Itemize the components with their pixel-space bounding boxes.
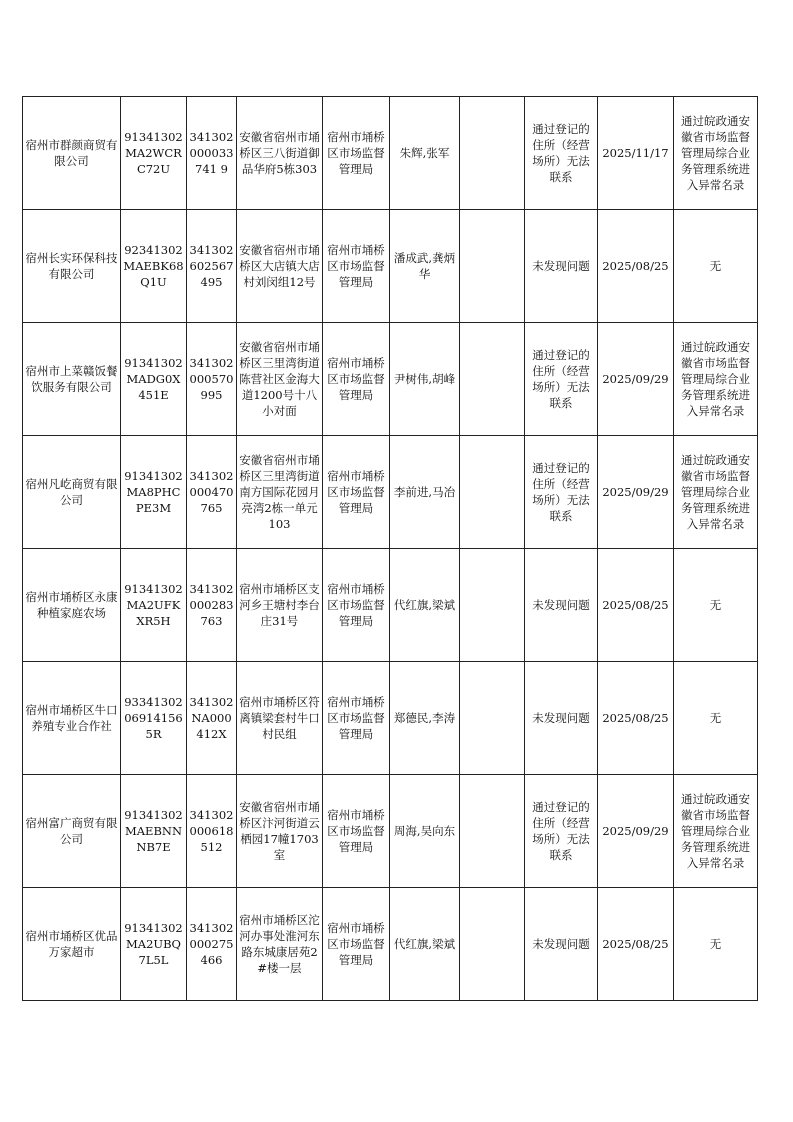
table-row: [23, 888, 758, 1001]
table-row: [23, 323, 758, 436]
inspection-results-table: [22, 96, 758, 1001]
blank-cell: [460, 323, 525, 436]
authority-cell: 宿州市埇桥区市场监督管理局: [323, 549, 390, 662]
company-name-cell: 宿州市埇桥区永康种植家庭农场: [23, 549, 121, 662]
date-cell: 2025/09/29: [598, 323, 674, 436]
action-cell: 通过皖政通安徽省市场监督管理局综合业务管理系统进入异常名录: [674, 323, 758, 436]
action-cell: 无: [674, 662, 758, 775]
address-cell: 安徽省宿州市埇桥区大店镇大店村刘闵组12号: [237, 210, 323, 323]
company-name-cell: 宿州市上菜赣饭餐饮服务有限公司: [23, 323, 121, 436]
company-name-cell: 宿州市埇桥区优品万家超市: [23, 888, 121, 1001]
authority-cell: 宿州市埇桥区市场监督管理局: [323, 323, 390, 436]
blank-cell: [460, 97, 525, 210]
address-cell: 安徽省宿州市埇桥区三里湾街道陈营社区金海大道1200号十八小对面: [237, 323, 323, 436]
blank-cell: [460, 436, 525, 549]
authority-cell: 宿州市埇桥区市场监督管理局: [323, 210, 390, 323]
inspectors-cell: 朱辉,张军: [390, 97, 460, 210]
date-cell: 2025/08/25: [598, 662, 674, 775]
date-cell: 2025/08/25: [598, 888, 674, 1001]
company-name-cell: 宿州富广商贸有限公司: [23, 775, 121, 888]
inspectors-cell: 尹树伟,胡峰: [390, 323, 460, 436]
result-cell: 通过登记的住所（经营场所）无法联系: [525, 436, 598, 549]
authority-cell: 宿州市埇桥区市场监督管理局: [323, 775, 390, 888]
table-row: [23, 775, 758, 888]
date-cell: 2025/09/29: [598, 436, 674, 549]
registration-number-cell: 341302602567495: [187, 210, 237, 323]
inspectors-cell: 郑德民,李涛: [390, 662, 460, 775]
inspectors-cell: 代红旗,梁斌: [390, 549, 460, 662]
address-cell: 安徽省宿州市埇桥区三八街道御品华府5栋303: [237, 97, 323, 210]
blank-cell: [460, 888, 525, 1001]
address-cell: 宿州市埇桥区符离镇梁套村牛口村民组: [237, 662, 323, 775]
action-cell: 通过皖政通安徽省市场监督管理局综合业务管理系统进入异常名录: [674, 775, 758, 888]
address-cell: 安徽省宿州市埇桥区汴河街道云栖园17幢1703室: [237, 775, 323, 888]
date-cell: 2025/11/17: [598, 97, 674, 210]
authority-cell: 宿州市埇桥区市场监督管理局: [323, 662, 390, 775]
result-cell: 通过登记的住所（经营场所）无法联系: [525, 97, 598, 210]
company-name-cell: 宿州长实环保科技有限公司: [23, 210, 121, 323]
authority-cell: 宿州市埇桥区市场监督管理局: [323, 97, 390, 210]
table-row: [23, 97, 758, 210]
table-row: [23, 662, 758, 775]
result-cell: 未发现问题: [525, 888, 598, 1001]
date-cell: 2025/09/29: [598, 775, 674, 888]
registration-number-cell: 341302000033741 9: [187, 97, 237, 210]
result-cell: 通过登记的住所（经营场所）无法联系: [525, 775, 598, 888]
blank-cell: [460, 210, 525, 323]
credit-code-cell: 91341302MA8PHCPE3M: [121, 436, 187, 549]
registration-number-cell: 341302000283763: [187, 549, 237, 662]
result-cell: 未发现问题: [525, 549, 598, 662]
registration-number-cell: 341302000470765: [187, 436, 237, 549]
address-cell: 宿州市埇桥区支河乡王塘村李台庄31号: [237, 549, 323, 662]
registration-number-cell: 341302000618512: [187, 775, 237, 888]
table-row: [23, 436, 758, 549]
inspectors-cell: 周海,吴向东: [390, 775, 460, 888]
blank-cell: [460, 775, 525, 888]
address-cell: 安徽省宿州市埇桥区三里湾街道南方国际花园月亮湾2栋一单元103: [237, 436, 323, 549]
blank-cell: [460, 549, 525, 662]
action-cell: 无: [674, 888, 758, 1001]
blank-cell: [460, 662, 525, 775]
inspectors-cell: 代红旗,梁斌: [390, 888, 460, 1001]
action-cell: 通过皖政通安徽省市场监督管理局综合业务管理系统进入异常名录: [674, 97, 758, 210]
credit-code-cell: 91341302MA2WCRC72U: [121, 97, 187, 210]
credit-code-cell: 92341302MAEBK68Q1U: [121, 210, 187, 323]
table-row: [23, 549, 758, 662]
action-cell: 通过皖政通安徽省市场监督管理局综合业务管理系统进入异常名录: [674, 436, 758, 549]
credit-code-cell: 93341302069141565R: [121, 662, 187, 775]
date-cell: 2025/08/25: [598, 210, 674, 323]
action-cell: 无: [674, 549, 758, 662]
inspectors-cell: 潘成武,龚炳华: [390, 210, 460, 323]
date-cell: 2025/08/25: [598, 549, 674, 662]
action-cell: 无: [674, 210, 758, 323]
registration-number-cell: 341302000275466: [187, 888, 237, 1001]
credit-code-cell: 91341302MAEBNNNB7E: [121, 775, 187, 888]
result-cell: 未发现问题: [525, 210, 598, 323]
registration-number-cell: 341302NA000412X: [187, 662, 237, 775]
registration-number-cell: 341302000570995: [187, 323, 237, 436]
result-cell: 通过登记的住所（经营场所）无法联系: [525, 323, 598, 436]
authority-cell: 宿州市埇桥区市场监督管理局: [323, 888, 390, 1001]
inspectors-cell: 李前进,马冶: [390, 436, 460, 549]
credit-code-cell: 91341302MADG0X451E: [121, 323, 187, 436]
credit-code-cell: 91341302MA2UBQ7L5L: [121, 888, 187, 1001]
table-row: [23, 210, 758, 323]
result-cell: 未发现问题: [525, 662, 598, 775]
company-name-cell: 宿州凡屹商贸有限公司: [23, 436, 121, 549]
credit-code-cell: 91341302MA2UFKXR5H: [121, 549, 187, 662]
authority-cell: 宿州市埇桥区市场监督管理局: [323, 436, 390, 549]
address-cell: 宿州市埇桥区沱河办事处淮河东路东城康居苑2#楼一层: [237, 888, 323, 1001]
table-body: [23, 97, 758, 1001]
company-name-cell: 宿州市群颜商贸有限公司: [23, 97, 121, 210]
company-name-cell: 宿州市埇桥区牛口养殖专业合作社: [23, 662, 121, 775]
